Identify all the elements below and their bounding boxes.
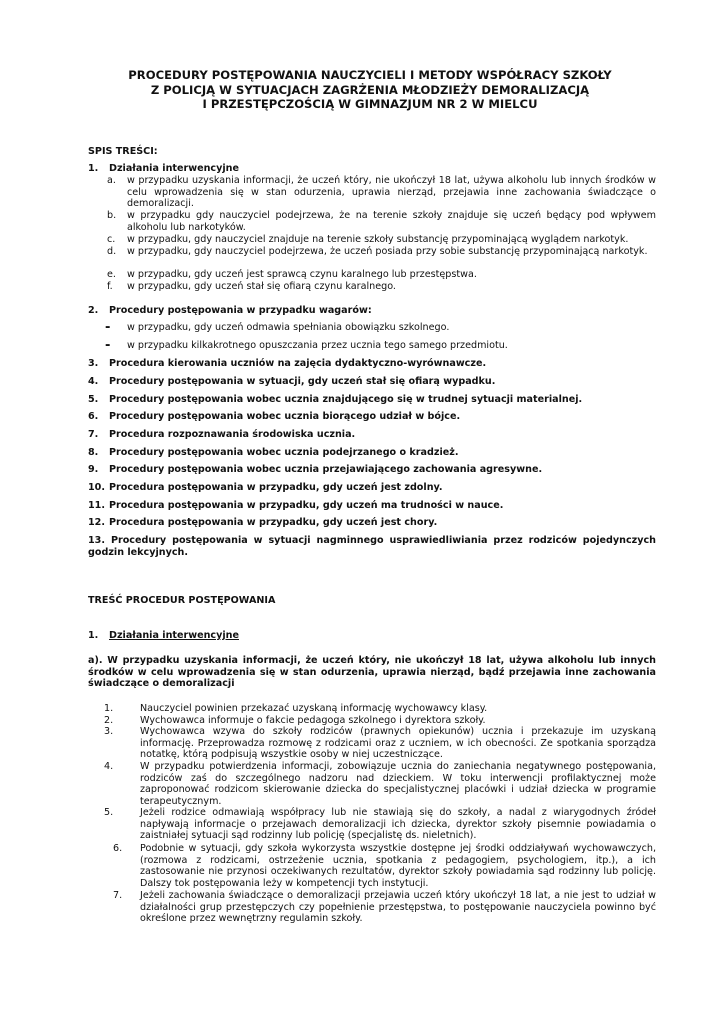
step-text: Jeżeli zachowania świadczące o demoralizacji przejawia uczeń który ukończył 18 lat, a nie jest to udział w działalności grup przestępczych czy popełnienie przestępstwa, to postępowanie nauczyciela powinno być określone przez wewnętrzny regulamin szkoły. [140, 890, 656, 925]
dash-bullet: - [105, 338, 111, 353]
section-1-heading [88, 630, 668, 642]
toc-item-4 [88, 376, 668, 388]
step-number: 3. [104, 726, 114, 737]
toc-subitem-a [107, 175, 656, 210]
step-2 [104, 715, 656, 727]
toc-subitem-letter: e. [107, 269, 116, 280]
title-line-1: PROCEDURY POSTĘPOWANIA NAUCZYCIELI I METODY WSPÓŁRACY SZKOŁY [128, 68, 612, 82]
step-text: W przypadku potwierdzenia informacji, zobowiązuje ucznia do zaniechania negatywnego postępowania, rodziców zaś do szczególnego nadzoru nad dzieckiem. W toku interwencji profilaktycznej może zaproponować rodzicom skierowanie dziecka do specjalistycznej placówki i udział dziecka w programie terapeutycznym. [140, 761, 656, 807]
toc-item-6 [88, 411, 668, 423]
toc-item-label: Procedura kierowania uczniów na zajęcia dydaktyczno-wyrównawcze. [109, 358, 487, 369]
toc-subitem-letter: b. [107, 210, 117, 221]
toc-item-10 [88, 482, 668, 494]
toc-item-number: 6. [88, 411, 99, 422]
toc-dash-text: w przypadku kilkakrotnego opuszczania przez ucznia tego samego przedmiotu. [127, 340, 508, 351]
content-heading: TREŚĆ PROCEDUR POSTĘPOWANIA [88, 595, 276, 606]
step-4 [104, 761, 656, 807]
toc-subitem-d [107, 246, 656, 258]
step-number: 2. [104, 715, 114, 726]
step-3 [104, 726, 656, 761]
toc-subitem-letter: f. [107, 281, 113, 292]
toc-item-number: 10. [88, 482, 105, 493]
toc-item-2 [88, 305, 668, 317]
toc-item-11 [88, 500, 668, 512]
toc-item-label: Procedury postępowania wobec ucznia biorącego udział w bójce. [109, 411, 461, 422]
dash-bullet: - [105, 320, 111, 335]
step-number: 6. [113, 843, 123, 854]
step-5 [104, 807, 656, 842]
section-number: 1. [88, 630, 99, 641]
toc-subitem-letter: a. [107, 175, 116, 186]
step-number: 7. [113, 890, 123, 901]
toc-item-label: Procedura rozpoznawania środowiska ucznia. [109, 429, 356, 440]
toc-subitem-text: w przypadku, gdy nauczyciel znajduje na terenie szkoły substancję przypominającą wyglądem narkotyk. [127, 234, 629, 245]
toc-item-number: 8. [88, 447, 99, 458]
step-number: 5. [104, 807, 114, 818]
toc-item-label: Procedury postępowania w sytuacji nagminnego usprawiedliwiania przez rodziców pojedynczych godzin lekcyjnych. [88, 535, 656, 558]
document-title [60, 68, 680, 112]
toc-subitem-text: w przypadku uzyskania informacji, że uczeń który, nie ukończył 18 lat, używa alkoholu lub innych środków w celu wprowadzenia się w stan odurzenia, uprawia nierząd, przejawia inne zachowania świadczące o demoralizacji. [127, 175, 656, 210]
title-line-2: Z POLICJĄ W SYTUACJACH ZAGRŻENIA MŁODZIEŻY DEMORALIZACJĄ [150, 82, 590, 97]
toc-item-3 [88, 358, 668, 370]
toc-item-label: Procedury postępowania w przypadku wagarów: [109, 305, 372, 316]
step-text: Podobnie w sytuacji, gdy szkoła wykorzysta wszystkie dostępne jej środki oddziaływań wychowawczych, (rozmowa z rodzicami, ostrzeżenie ucznia, spotkania z pedagogiem, psychologiem, itp.), a ich zastosowanie nie przynosi oczekiwanych rezultatów, dyrektor szkoły powiadamia sąd rodzinny lub policję. Dalszy tok postępowania leży w kompetencji tych instytucji. [140, 843, 656, 889]
subsection-a-heading: a). W przypadku uzyskania informacji, że uczeń który, nie ukończył 18 lat, używa alkoholu lub innych środków w celu wprowadzenia się w stan odurzenia, uprawia nierząd, bądź przejawia inne zachowania świadczące o demoralizacji [88, 655, 656, 690]
toc-item-5 [88, 394, 668, 406]
step-text: Jeżeli rodzice odmawiają współpracy lub nie stawiają się do szkoły, a nadal z wiarygodnych źródeł napływają informacje o przejawach demoralizacji ich dziecka, dyrektor szkoły pisemnie powiadamia o zaistniałej sytuacji sąd rodzinny lub policję (specjalistę ds. nieletnich). [140, 807, 656, 842]
toc-item-label: Procedury postępowania wobec ucznia podejrzanego o kradzież. [109, 447, 459, 458]
toc-item-label: Procedury postępowania wobec ucznia znajdującego się w trudnej sytuacji materialnej. [109, 394, 583, 405]
toc-item-number: 7. [88, 429, 99, 440]
toc-item-12 [88, 517, 668, 529]
toc-subitem-text: w przypadku gdy nauczyciel podejrzewa, że na terenie szkoły znajduje się uczeń będący pod wpływem alkoholu lub narkotyków. [127, 210, 656, 233]
toc-dash-item-1 [105, 322, 665, 334]
toc-item-label: Procedura postępowania w przypadku, gdy uczeń ma trudności w nauce. [109, 500, 504, 511]
step-text: Wychowawca wzywa do szkoły rodziców (prawnych opiekunów) ucznia i przekazuje im uzyskaną informację. Przeprowadza rozmowę z rodzicami oraz z uczniem, w ich obecności. Ze spotkania sporządza notatkę, którą podpisują wszystkie osoby w niej uczestniczące. [140, 726, 656, 761]
step-number: 4. [104, 761, 114, 772]
step-text: Nauczyciel powinien przekazać uzyskaną informację wychowawcy klasy. [140, 703, 488, 714]
toc-subitem-f [107, 281, 656, 293]
step-6 [113, 843, 656, 889]
toc-item-label: Procedura postępowania w przypadku, gdy uczeń jest chory. [109, 517, 438, 528]
step-7 [113, 890, 656, 925]
toc-item-number: 5. [88, 394, 99, 405]
toc-item-13 [88, 535, 656, 558]
step-text: Wychowawca informuje o fakcie pedagoga szkolnego i dyrektora szkoły. [140, 715, 486, 726]
toc-item-number: 2. [88, 305, 99, 316]
toc-item-number: 1. [88, 163, 99, 174]
step-1 [104, 703, 656, 715]
toc-item-9 [88, 464, 668, 476]
toc-item-label: Działania interwencyjne [109, 163, 239, 174]
toc-subitem-text: w przypadku, gdy nauczyciel podejrzewa, że uczeń posiada przy sobie substancję przypominającą narkotyk. [127, 246, 648, 257]
toc-item-label: Procedura postępowania w przypadku, gdy uczeń jest zdolny. [109, 482, 443, 493]
toc-item-number: 3. [88, 358, 99, 369]
toc-item-label: Procedury postępowania wobec ucznia przejawiającego zachowania agresywne. [109, 464, 543, 475]
toc-subitem-b [107, 210, 656, 233]
toc-item-number: 9. [88, 464, 99, 475]
section-label: Działania interwencyjne [109, 630, 239, 641]
toc-subitem-e [107, 269, 656, 281]
toc-item-number: 13. [88, 535, 105, 546]
toc-subitem-text: w przypadku, gdy uczeń stał się ofiarą czynu karalnego. [127, 281, 396, 292]
toc-item-number: 4. [88, 376, 99, 387]
toc-item-7 [88, 429, 668, 441]
title-line-3: I PRZESTĘPCZOŚCIĄ W GIMNAZJUM NR 2 W MIELCU [202, 97, 538, 111]
toc-subitem-letter: c. [107, 234, 116, 245]
step-number: 1. [104, 703, 114, 714]
toc-item-label: Procedury postępowania w sytuacji, gdy uczeń stał się ofiarą wypadku. [109, 376, 496, 387]
toc-item-number: 12. [88, 517, 105, 528]
toc-dash-item-2 [105, 340, 665, 352]
toc-heading: SPIS TREŚCI: [88, 146, 158, 157]
toc-item-8 [88, 447, 668, 459]
toc-item-1 [88, 163, 668, 175]
toc-dash-text: w przypadku, gdy uczeń odmawia spełniania obowiązku szkolnego. [127, 322, 450, 333]
toc-subitem-letter: d. [107, 246, 117, 257]
toc-subitem-c [107, 234, 656, 246]
toc-subitem-text: w przypadku, gdy uczeń jest sprawcą czynu karalnego lub przestępstwa. [127, 269, 477, 280]
toc-item-number: 11. [88, 500, 105, 511]
